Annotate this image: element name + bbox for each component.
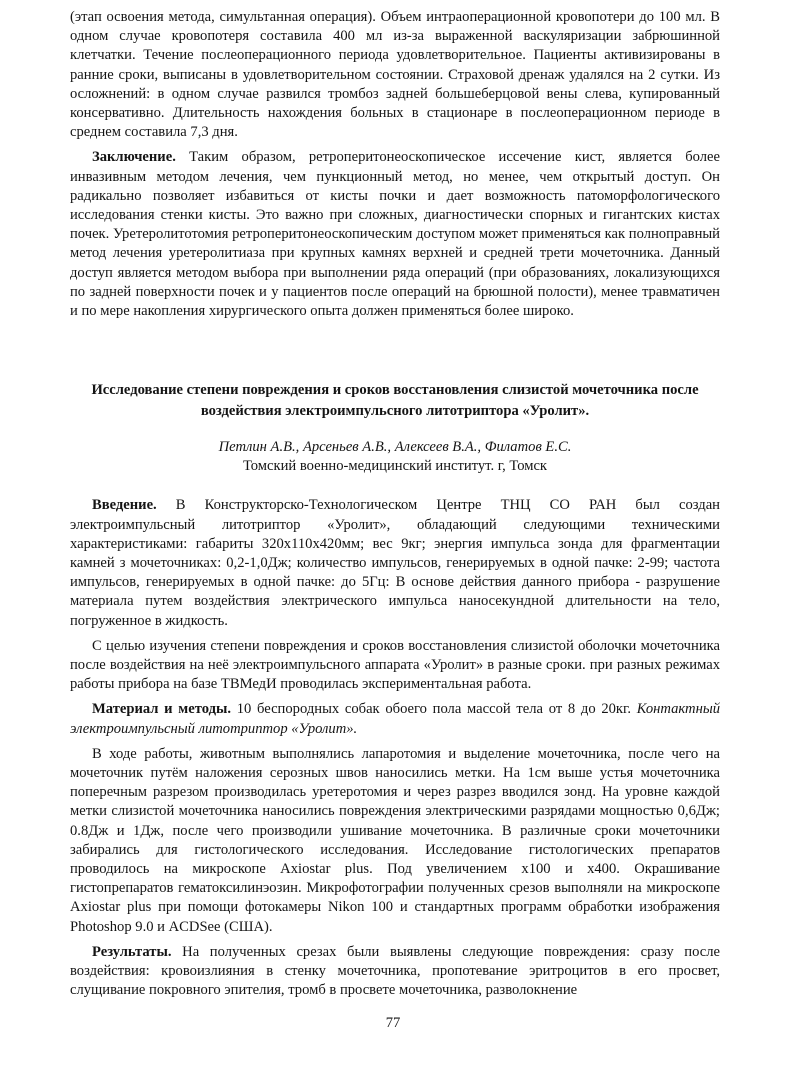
methods-device: Контактный электроимпульсный литотриптор «Уролит». bbox=[70, 701, 720, 737]
article-affiliation: Томский военно-медицинский институт. г, Томск bbox=[242, 458, 548, 475]
aim-paragraph: С целью изучения степени повреждения и сроков восстановления слизистой оболочки мочеточника после воздействия на неё электроимпульсного аппарата «Уролит» в разные сроки. при разных режимах работы прибора на базе ТВМедИ проводилась экспериментальная работа. bbox=[70, 637, 720, 693]
results-lead: Результаты. bbox=[92, 943, 172, 960]
article-block bbox=[70, 380, 720, 1000]
authors-names: Петлин А.В., Арсеньев А.В., Алексеев В.А., Филатов Е.С. bbox=[218, 439, 572, 455]
methods-text: 10 беспородных собак обоего пола массой тела от 8 до 20кг. bbox=[231, 701, 637, 718]
introduction-text: В Конструкторско-Технологическом Центре ТНЦ СО РАН был создан электроимпульсный литотриптор «Уролит», обладающий следующими техническими характеристиками: габариты 320х110х420мм; вес 9кг; энергия импульса зонда для фрагментации камней з мочеточниках: 0,2-1,0Дж; количество импульсов, генерируемых в одной пачке: 2-99; частота импульсов, генерируемых в одной пачке: до 5Гц: В основе действия данного прибора - разрушение материала путем воздействия электрического импульса наносекундной длительности на тело, погруженное в жидкость. bbox=[70, 497, 720, 629]
page-number: 77 bbox=[385, 1015, 401, 1031]
introduction-lead: Введение. bbox=[92, 497, 157, 514]
methods-paragraph bbox=[70, 700, 720, 738]
results-paragraph bbox=[70, 943, 720, 1001]
conclusion-paragraph bbox=[70, 148, 720, 321]
introduction-paragraph bbox=[70, 496, 720, 630]
article-authors bbox=[70, 438, 720, 457]
methods-detail-paragraph: В ходе работы, животным выполнялись лапаротомия и выделение мочеточника, после чего на мочеточник путём наложения серозных швов наносились метки. На 1см выше устья мочеточника поперечным разрезом производилась уретеротомия и через разрез вводился зонд. На уровне каждой метки слизистой мочеточника наносились повреждения электрическими разрядами мощностью 0,6Дж; 0.8Дж и 1Дж, после чего производили ушивание мочеточника. В различные сроки мочеточники забирались для гистологического исследования. Исследование гистологических препаратов проводилось на микроскопе Axiostar plus. Под увеличением х100 и х400. Окрашивание гистопрепаратов гематоксилинэозин. Микрофотографии полученных срезов выполняли на микроскопе Axiostar plus при помощи фотокамеры Nikon 100 и стандартных программ обработки изображения Photoshop 9.0 и ACDSee (США). bbox=[70, 745, 720, 935]
methods-lead: Материал и методы. bbox=[92, 701, 231, 718]
intro-paragraph: (этап освоения метода, симультанная операция). Объем интраоперационной кровопотери до 100 мл. В одном случае кровопотеря составила 400 мл из-за выраженной васкуляризации забрюшинной клетчатки. Течение послеоперационного периода удовлетворительное. Пациенты активизированы в ранние сроки, выписаны в удовлетворительном состоянии. Страховой дренаж удалялся на 2 сутки. Из осложнений: в одном случае развился тромбоз задней большеберцовой вены слева, купированный консервативно. Длительность нахождения больных в стационаре в послеоперационном периоде в среднем составила 7,3 дня. bbox=[70, 9, 720, 141]
results-text: На полученных срезах были выявлены следующие повреждения: сразу после воздействия: кровоизлияния в стенку мочеточника, пропотевание эритроцитов в его просвет, слущивание покровного эпителия, тромб в просвете мочеточника, разволокнение bbox=[70, 943, 720, 999]
top-text-block bbox=[70, 8, 720, 321]
conclusion-lead: Заключение. bbox=[92, 149, 176, 166]
article-title: Исследование степени повреждения и сроков восстановления слизистой мочеточника после воздействия электроимпульсного литотриптора «Уролит». bbox=[91, 382, 699, 419]
conclusion-text: Таким образом, ретроперитонеоскопическое иссечение кист, является более инвазивным методом лечения, чем пункционный метод, но менее, чем открытый доступ. Он радикально позволяет избавиться от кисты почки и дает возможность патоморфологического исследования стенки кисты. Это важно при сложных, диагностически спорных и гигантских кистах почек. Уретеролитотомия ретроперитонеоскопическим доступом может применяться как полноправный метод лечения уретеролитиаза при крупных камнях верхней и средней трети мочеточника. Данный доступ является методом выбора при выполнении ряда операций (при образованиях, локализующихся по задней поверхности почек и у пациентов после операций на брюшной полости), менее травматичен и по мере накопления хирургического опыта должен применяться более широко. bbox=[70, 149, 720, 320]
